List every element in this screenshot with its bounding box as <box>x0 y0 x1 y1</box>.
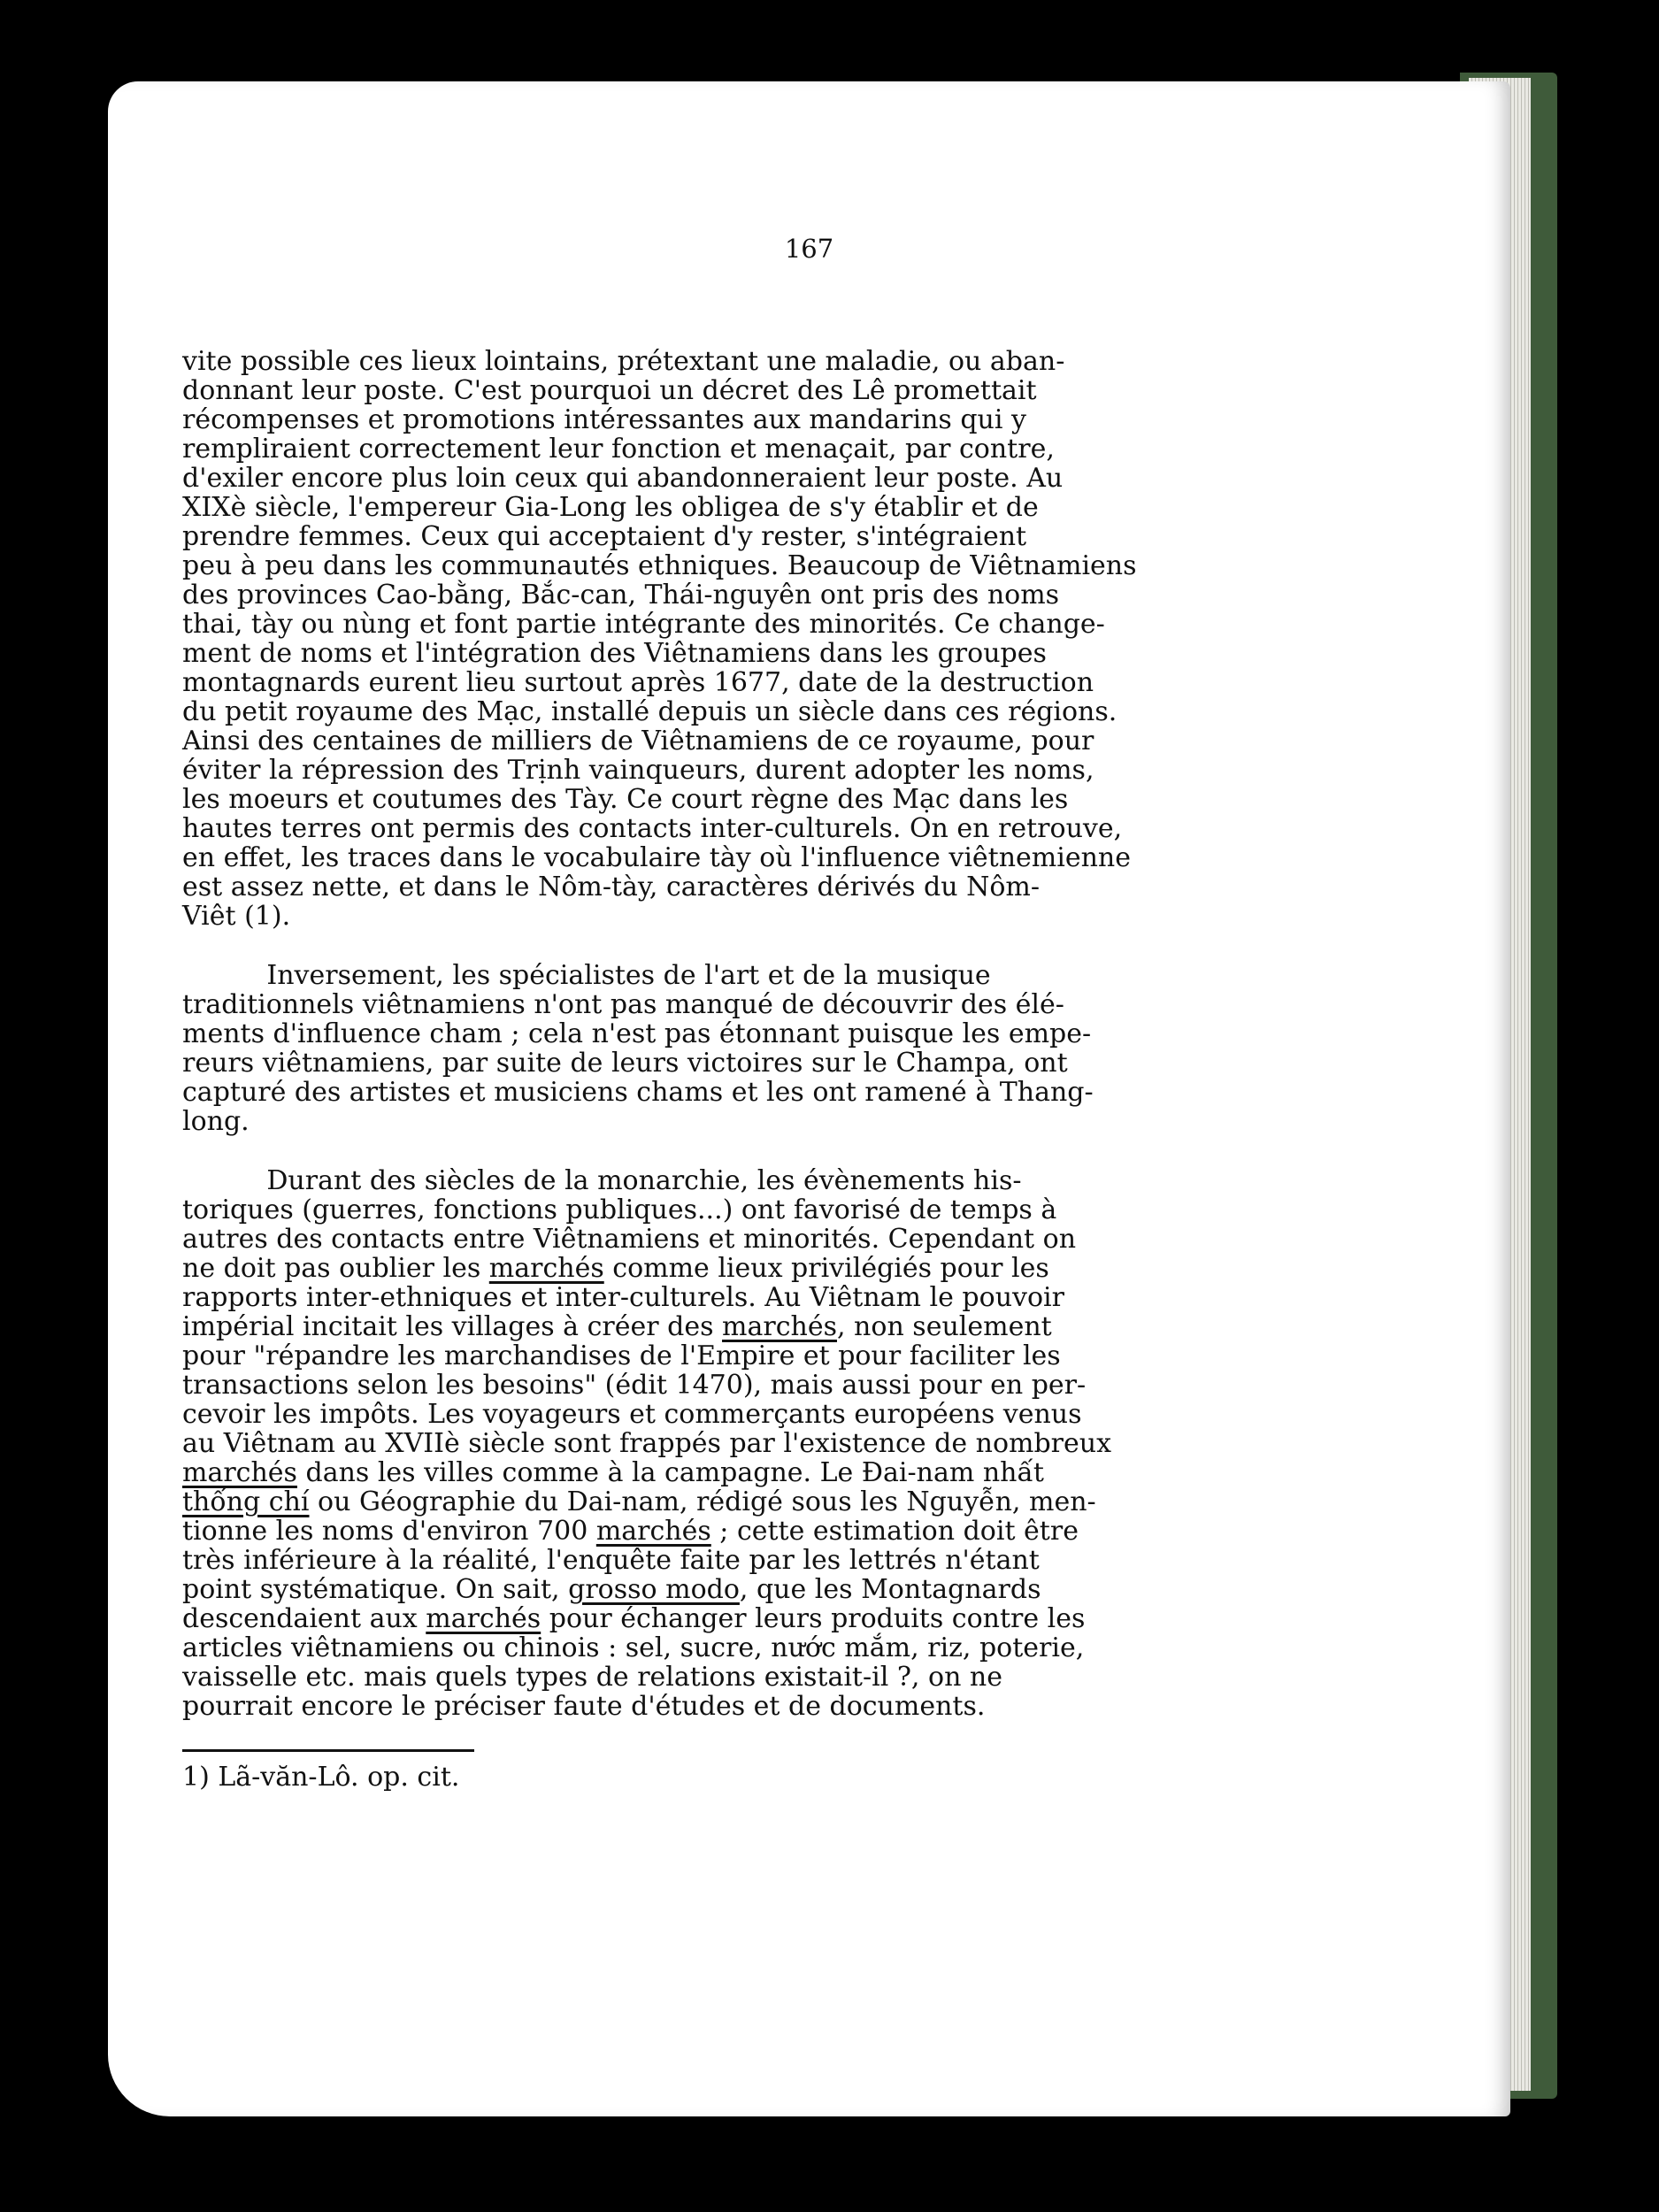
text-line: tionne les noms d'environ 700 marchés ; cette estimation doit être <box>182 1516 1079 1547</box>
text-line: thống chí ou Géographie du Dai-nam, rédigé sous les Nguyễn, men- <box>182 1486 1096 1517</box>
text-line: prendre femmes. Ceux qui acceptaient d'y rester, s'intégraient <box>182 521 1027 552</box>
text-line: Durant des siècles de la monarchie, les évènements his- <box>182 1165 1022 1196</box>
text-line: cevoir les impôts. Les voyageurs et commerçants européens venus <box>182 1399 1082 1430</box>
text-line: vaisselle etc. mais quels types de relations existait-il ?, on ne <box>182 1662 1002 1693</box>
paragraph-gap <box>182 931 1377 961</box>
underlined-term: marchés <box>488 1253 604 1284</box>
text-line: toriques (guerres, fonctions publiques...) ont favorisé de temps à <box>182 1194 1057 1225</box>
text-line: d'exiler encore plus loin ceux qui abandonneraient leur poste. Au <box>182 463 1064 494</box>
text-line: récompenses et promotions intéressantes aux mandarins qui y <box>182 404 1026 435</box>
text-line: autres des contacts entre Viêtnamiens et minorités. Cependant on <box>182 1224 1077 1255</box>
text-line: reurs viêtnamiens, par suite de leurs victoires sur le Champa, ont <box>182 1048 1068 1079</box>
text-line: pourrait encore le préciser faute d'études et de documents. <box>182 1691 986 1722</box>
paragraph-gap <box>182 1136 1377 1166</box>
text-line: Ainsi des centaines de milliers de Viêtnamiens de ce royaume, pour <box>182 726 1094 757</box>
footnote-rule <box>182 1749 474 1752</box>
text-line: hautes terres ont permis des contacts inter-culturels. On en retrouve, <box>182 813 1123 844</box>
text-line: long. <box>182 1106 250 1137</box>
text-line: des provinces Cao-bằng, Bắc-can, Thái-nguyên ont pris des noms <box>182 580 1060 611</box>
text-line: vite possible ces lieux lointains, prétextant une maladie, ou aban- <box>182 346 1065 377</box>
text-line: Inversement, les spécialistes de l'art et de la musique <box>182 960 991 991</box>
body-text <box>182 347 1377 1721</box>
underlined-term: thống chí <box>182 1486 310 1517</box>
text-line: ment de noms et l'intégration des Viêtnamiens dans les groupes <box>182 638 1047 669</box>
underlined-term: grosso modo <box>568 1574 740 1605</box>
text-line: capturé des artistes et musiciens chams et les ont ramené à Thang- <box>182 1077 1094 1108</box>
text-line: en effet, les traces dans le vocabulaire tày où l'influence viêtnemienne <box>182 842 1131 873</box>
underlined-term: marchés <box>426 1603 541 1634</box>
text-line: montagnards eurent lieu surtout après 1677, date de la destruction <box>182 667 1094 698</box>
text-line: descendaient aux marchés pour échanger leurs produits contre les <box>182 1603 1086 1634</box>
text-line: les moeurs et coutumes des Tày. Ce court règne des Mạc dans les <box>182 784 1069 815</box>
text-line: ne doit pas oublier les marchés comme lieux privilégiés pour les <box>182 1253 1049 1284</box>
text-line: Viêt (1). <box>182 901 291 932</box>
underlined-term: marchés <box>722 1311 837 1342</box>
text-line: est assez nette, et dans le Nôm-tày, caractères dérivés du Nôm- <box>182 872 1041 902</box>
text-line: impérial incitait les villages à créer des marchés, non seulement <box>182 1311 1052 1342</box>
text-line: du petit royaume des Mạc, installé depuis un siècle dans ces régions. <box>182 696 1118 727</box>
text-line: point systématique. On sait, grosso modo, que les Montagnards <box>182 1574 1041 1605</box>
text-line: ments d'influence cham ; cela n'est pas étonnant puisque les empe- <box>182 1018 1092 1049</box>
text-line: rapports inter-ethniques et inter-culturels. Au Viêtnam le pouvoir <box>182 1282 1064 1313</box>
text-line: traditionnels viêtnamiens n'ont pas manqué de découvrir des élé- <box>182 989 1064 1020</box>
text-line: au Viêtnam au XVIIè siècle sont frappés par l'existence de nombreux <box>182 1428 1112 1459</box>
text-line: éviter la répression des Trịnh vainqueurs, durent adopter les noms, <box>182 755 1094 786</box>
text-line: rempliraient correctement leur fonction et menaçait, par contre, <box>182 434 1055 465</box>
text-line: donnant leur poste. C'est pourquoi un décret des Lê promettait <box>182 375 1037 406</box>
text-line: articles viêtnamiens ou chinois : sel, sucre, nước mắm, riz, poterie, <box>182 1632 1085 1663</box>
paragraph <box>182 961 1377 1136</box>
text-line: peu à peu dans les communautés ethniques. Beaucoup de Viêtnamiens <box>182 550 1137 581</box>
footnote: 1) Lã-văn-Lô. op. cit. <box>182 1762 460 1793</box>
text-line: très inférieure à la réalité, l'enquête faite par les lettrés n'étant <box>182 1545 1040 1576</box>
paragraph <box>182 1166 1377 1721</box>
page-number: 167 <box>784 234 834 264</box>
text-line: pour "répandre les marchandises de l'Empire et pour faciliter les <box>182 1340 1061 1371</box>
text-line: thai, tày ou nùng et font partie intégrante des minorités. Ce change- <box>182 609 1105 640</box>
underlined-term: marchés <box>595 1516 711 1547</box>
text-line: marchés dans les villes comme à la campagne. Le Đai-nam nhất <box>182 1457 1044 1488</box>
text-line: transactions selon les besoins" (édit 1470), mais aussi pour en per- <box>182 1370 1087 1401</box>
text-line: XIXè siècle, l'empereur Gia-Long les obligea de s'y établir et de <box>182 492 1039 523</box>
underlined-term: marchés <box>182 1457 297 1488</box>
paragraph <box>182 347 1377 931</box>
